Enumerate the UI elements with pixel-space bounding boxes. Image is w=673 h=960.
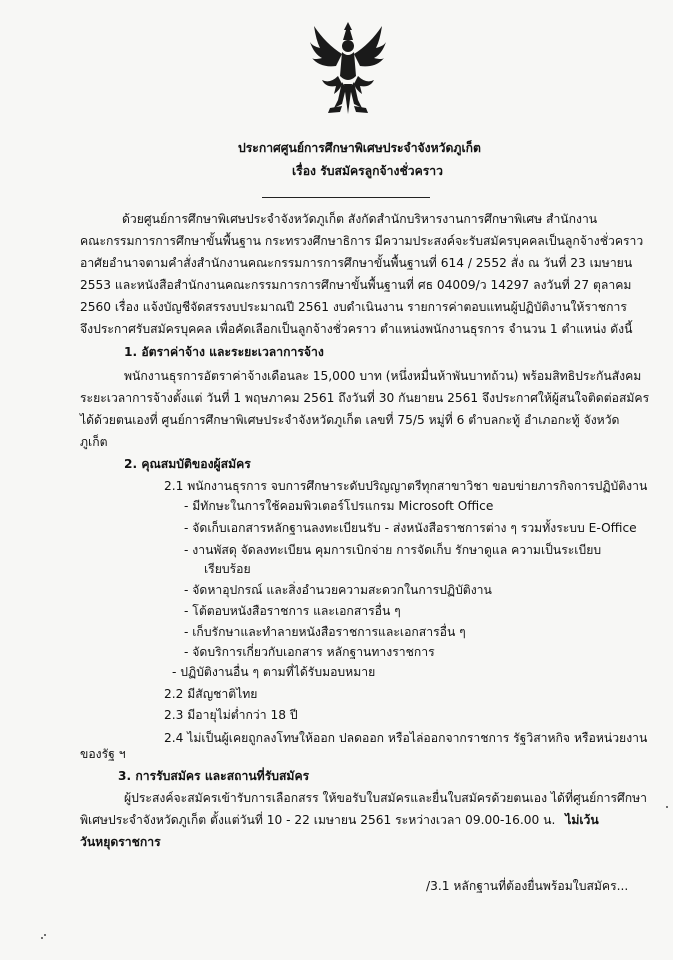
item-2-4: 2.4 ไม่เป็นผู้เคยถูกลงโทษให้ออก ปลดออก หรือไล่ออกจากราชการ รัฐวิสาหกิจ หรือหน่วยงาน bbox=[164, 731, 648, 745]
intro-line: ด้วยศูนย์การศึกษาพิเศษประจำจังหวัดภูเก็ต สังกัดสำนักบริหารงานการศึกษาพิเศษ สำนักงาน bbox=[122, 212, 598, 226]
intro-line: 2553 และหนังสือสำนักงานคณะกรรมการการศึกษาขั้นพื้นฐานที่ ศธ 04009/ว 14297 ลงวันที่ 27 ตุลาคม bbox=[80, 278, 632, 292]
section-3-line-emphasis: ไม่เว้น bbox=[565, 813, 599, 827]
section-1-line: ได้ด้วยตนเองที่ ศูนย์การศึกษาพิเศษประจำจังหวัดภูเก็ต เลขที่ 75/5 หมู่ที่ 6 ตำบลกะทู้ อำเภอกะทู้ จังหวัด bbox=[80, 413, 620, 427]
title-divider bbox=[262, 197, 430, 198]
item-2-1: 2.1 พนักงานธุรการ จบการศึกษาระดับปริญญาตรีทุกสาขาวิชา ขอบข่ายภารกิจการปฏิบัติงาน bbox=[164, 479, 648, 493]
section-3-line-text: พิเศษประจำจังหวัดภูเก็ต ตั้งแต่วันที่ 10 - 22 เมษายน 2561 ระหว่างเวลา 09.00-16.00 น. bbox=[80, 813, 556, 827]
section-1-line: ระยะเวลาการจ้างตั้งแต่ วันที่ 1 พฤษภาคม 2561 ถึงวันที่ 30 กันยายน 2561 จึงประกาศให้ผู้สนใจติดต่อสมัคร bbox=[80, 391, 650, 405]
section-2-heading: 2. คุณสมบัติของผู้สมัคร bbox=[124, 457, 251, 471]
duty-item-continuation: เรียบร้อย bbox=[204, 562, 251, 576]
duty-item: - งานพัสดุ จัดลงทะเบียน คุมการเบิกจ่าย การจัดเก็บ รักษาดูแล ความเป็นระเบียบ bbox=[184, 543, 602, 557]
duty-item: - จัดหาอุปกรณ์ และสิ่งอำนวยความสะดวกในการปฏิบัติงาน bbox=[184, 583, 492, 597]
section-1-line: ภูเก็ต bbox=[80, 435, 108, 449]
duty-item: - จัดบริการเกี่ยวกับเอกสาร หลักฐานทางราชการ bbox=[184, 645, 435, 659]
intro-line: จึงประกาศรับสมัครบุคคล เพื่อคัดเลือกเป็นลูกจ้างชั่วคราว ตำแหน่งพนักงานธุรการ จำนวน 1 ตำแหน่ง ดังนี้ bbox=[80, 322, 633, 336]
scan-speck bbox=[41, 937, 43, 939]
duty-item: - มีทักษะในการใช้คอมพิวเตอร์โปรแกรม Microsoft Office bbox=[184, 499, 494, 513]
duty-item: - จัดเก็บเอกสารหลักฐานลงทะเบียนรับ - ส่งหนังสือราชการต่าง ๆ รวมทั้งระบบ E-Office bbox=[184, 521, 637, 535]
section-1-line: พนักงานธุรการอัตราค่าจ้างเดือนละ 15,000 บาท (หนึ่งหมื่นห้าพันบาทถ้วน) พร้อมสิทธิประกันสังคม bbox=[124, 369, 642, 383]
garuda-emblem-icon bbox=[308, 18, 388, 118]
section-3-heading: 3. การรับสมัคร และสถานที่รับสมัคร bbox=[118, 769, 310, 783]
scan-speck bbox=[666, 806, 668, 808]
item-2-3: 2.3 มีอายุไม่ต่ำกว่า 18 ปี bbox=[164, 708, 298, 722]
section-1-heading: 1. อัตราค่าจ้าง และระยะเวลาการจ้าง bbox=[124, 345, 324, 359]
intro-line: อาศัยอำนาจตามคำสั่งสำนักงานคณะกรรมการการศึกษาขั้นพื้นฐานที่ 614 / 2552 สั่ง ณ วันที่ 23 เมษายน bbox=[80, 256, 633, 270]
duty-item: - โต้ตอบหนังสือราชการ และเอกสารอื่น ๆ bbox=[184, 604, 401, 618]
intro-line: คณะกรรมการการศึกษาขั้นพื้นฐาน กระทรวงศึกษาธิการ มีความประสงค์จะรับสมัครบุคคลเป็นลูกจ้างชั่วคราว bbox=[80, 234, 644, 248]
duty-item: - เก็บรักษาและทำลายหนังสือราชการและเอกสารอื่น ๆ bbox=[184, 625, 466, 639]
item-2-4-continuation: ของรัฐ ฯ bbox=[80, 747, 126, 761]
section-3-line: ผู้ประสงค์จะสมัครเข้ารับการเลือกสรร ให้ขอรับใบสมัครและยื่นใบสมัครด้วยตนเอง ได้ที่ศูนย์การศึกษา bbox=[124, 791, 647, 805]
intro-line: 2560 เรื่อง แจ้งบัญชีจัดสรรงบประมาณปี 2561 งบดำเนินงาน รายการค่าตอบแทนผู้ปฏิบัติงานให้ราชการ bbox=[80, 300, 627, 314]
duty-item: - ปฏิบัติงานอื่น ๆ ตามที่ได้รับมอบหมาย bbox=[172, 665, 376, 679]
scan-speck bbox=[44, 934, 46, 936]
section-3-line bbox=[80, 812, 599, 828]
section-3-line-emphasis: วันหยุดราชการ bbox=[80, 835, 161, 849]
announcement-title: ประกาศศูนย์การศึกษาพิเศษประจำจังหวัดภูเก็ต bbox=[238, 141, 481, 155]
continuation-note: /3.1 หลักฐานที่ต้องยื่นพร้อมใบสมัคร... bbox=[426, 879, 629, 893]
announcement-subject: เรื่อง รับสมัครลูกจ้างชั่วคราว bbox=[292, 164, 443, 178]
item-2-2: 2.2 มีสัญชาติไทย bbox=[164, 687, 258, 701]
